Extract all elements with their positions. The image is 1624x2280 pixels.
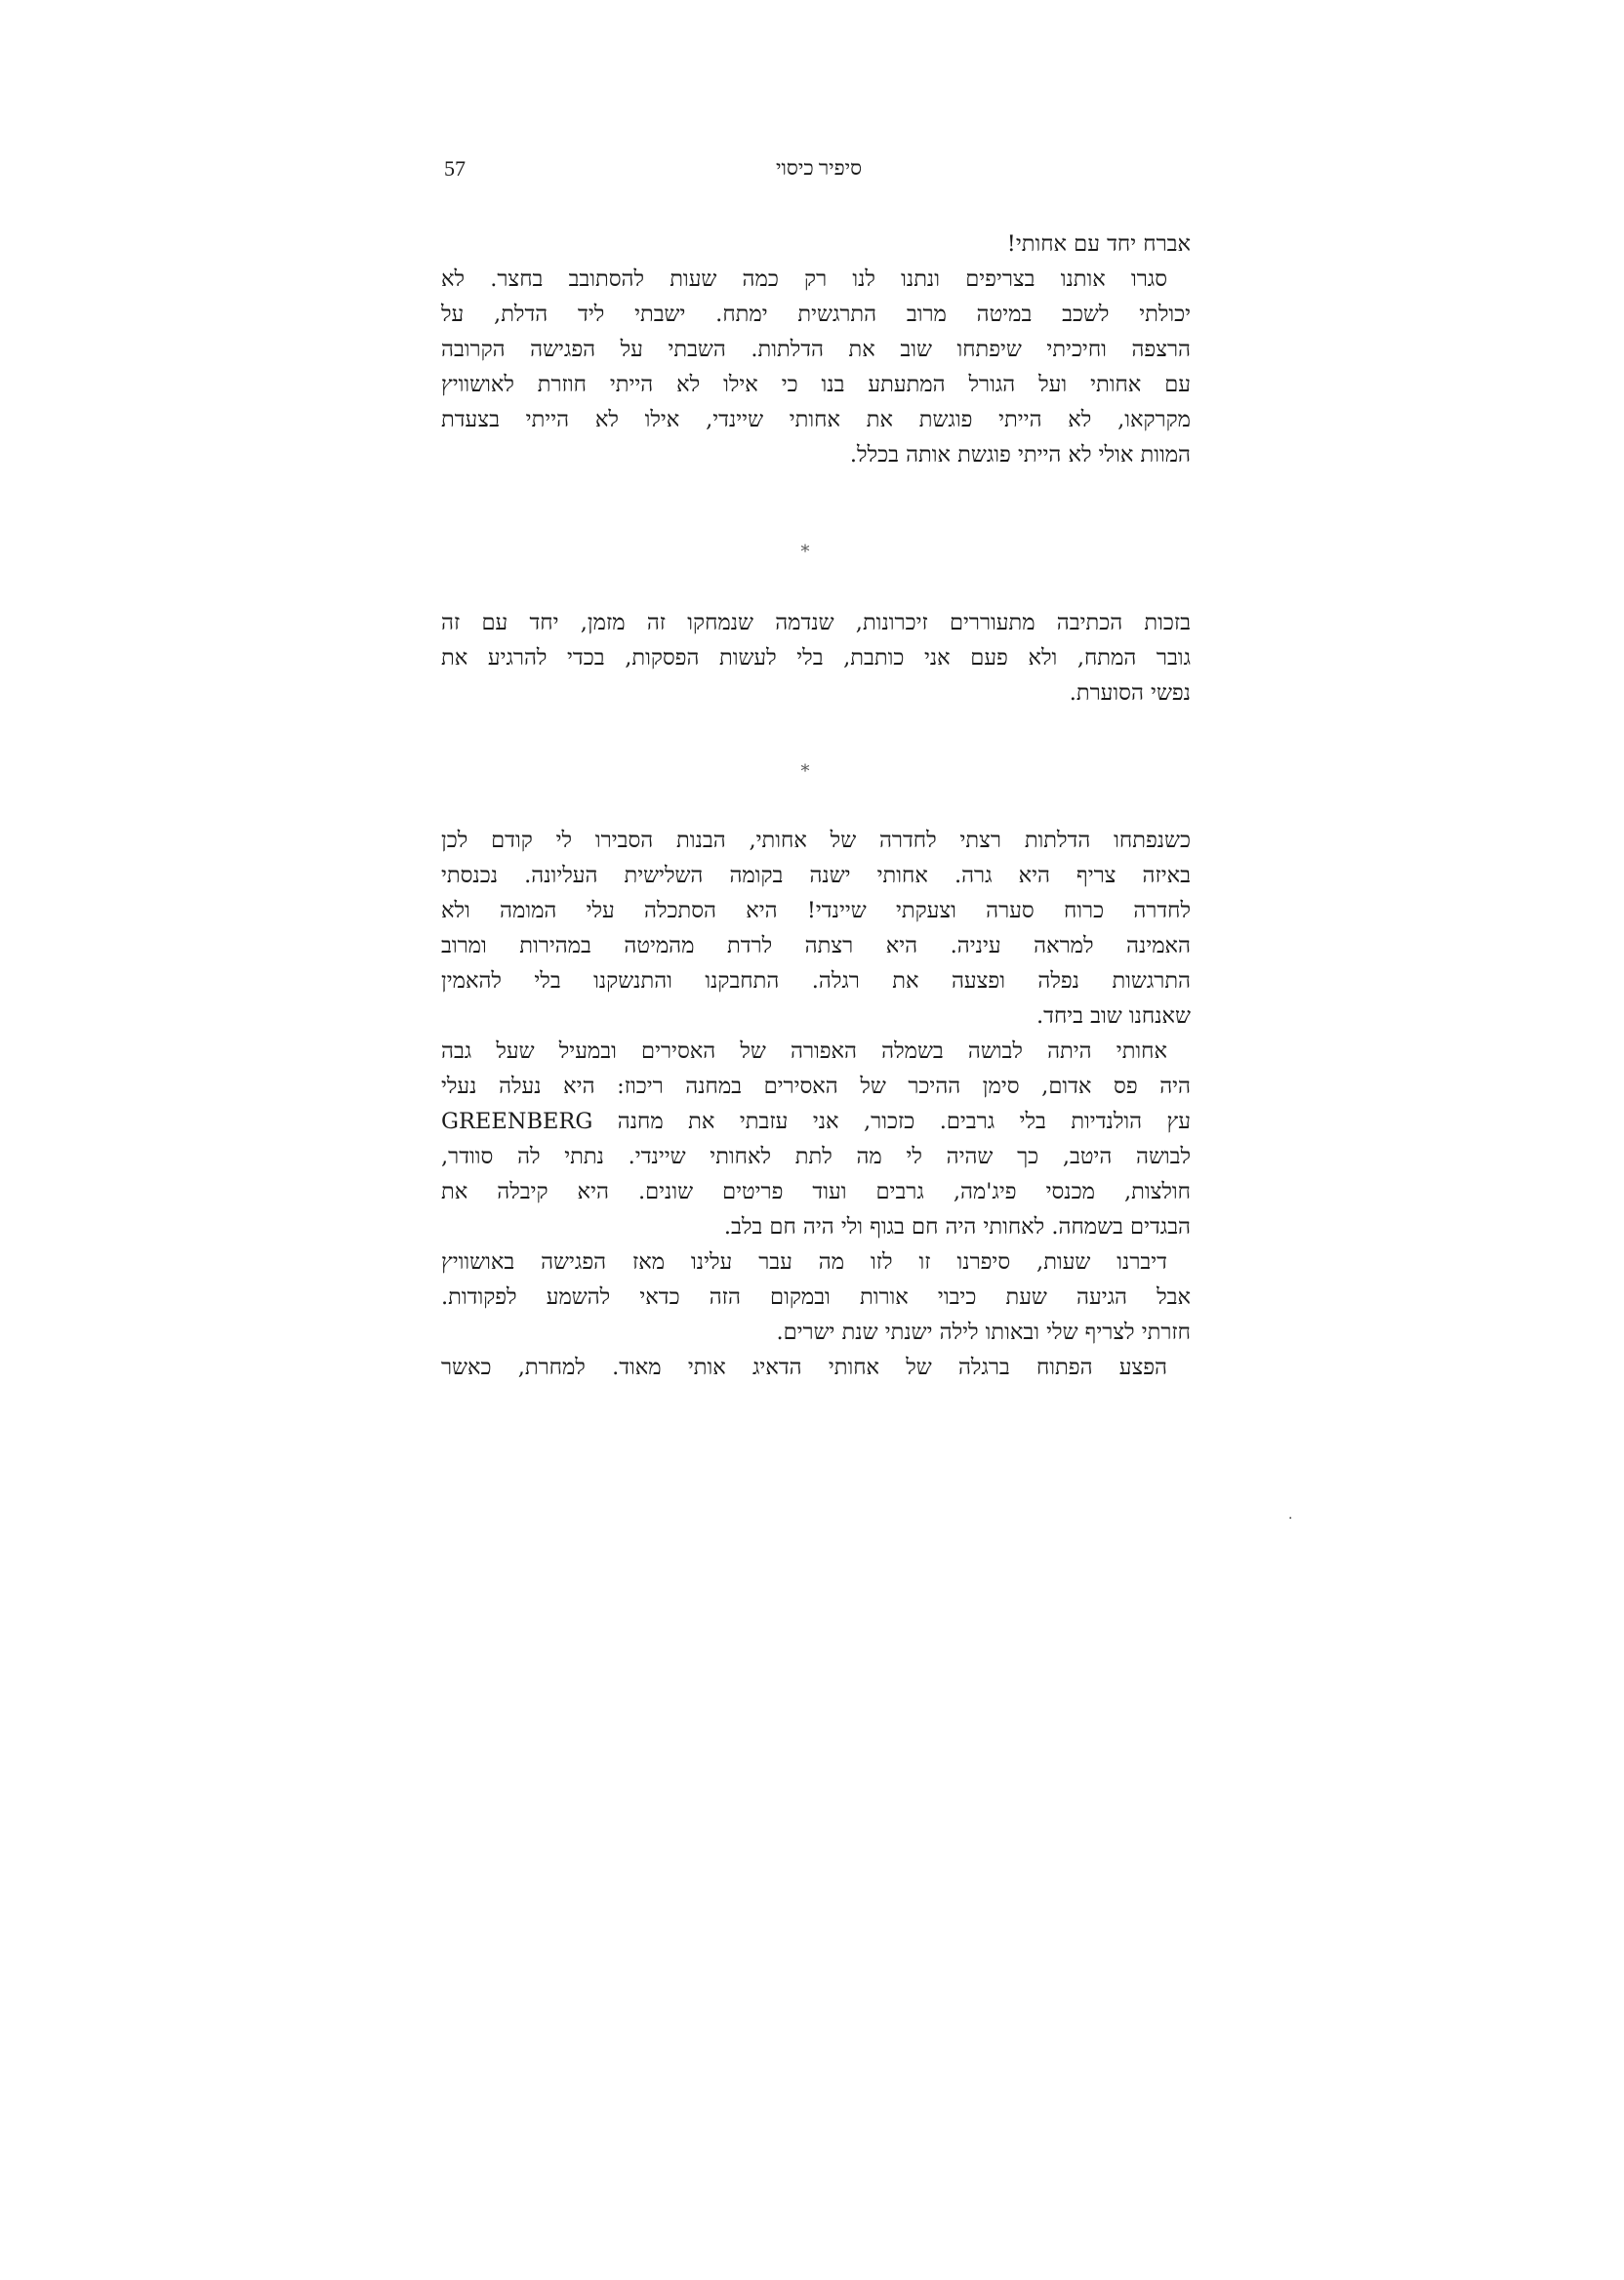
- text-line: הרצפה וחיכיתי שיפתחו שוב את הדלתות. השבתי על הפגישה הקרובה: [441, 337, 1191, 362]
- text-line: היה פס אדום, סימן ההיכר של האסירים במחנה ריכוז: היא נעלה נעלי: [441, 1074, 1191, 1099]
- text-line: אבל הגיעה שעת כיבוי אורות ובמקום הזה כדאי להשמע לפקודות.: [441, 1284, 1191, 1310]
- text-line: לבושה היטב, כך שהיה לי מה לתת לאחותי שיינדי. נתתי לה סוודר,: [441, 1144, 1191, 1169]
- text-line: אברח יחד עם אחותי!: [1006, 231, 1191, 257]
- paragraph-block-2: [441, 605, 1191, 711]
- section-separator: *: [800, 542, 810, 562]
- paragraph-block-3: [441, 823, 1191, 1385]
- text-line: יכולתי לשכב במיטה מרוב התרגשית ימתח. ישבתי ליד הדלת, על: [441, 302, 1191, 327]
- text-line: דיברנו שעות, סיפרנו זו לזו מה עבר עלינו מאז הפגישה באושוויץ: [441, 1249, 1167, 1275]
- section-separator: *: [800, 761, 810, 782]
- text-line: חולצות, מכנסי פיג'מה, גרבים ועוד פריטים שונים. היא קיבלה את: [441, 1179, 1191, 1204]
- text-line: נפשי הסוערת.: [1069, 680, 1191, 706]
- text-line: באיזה צריף היא גרה. אחותי ישנה בקומה השלישית העליונה. נכנסתי: [441, 863, 1191, 888]
- text-line: אחותי היתה לבושה בשמלה האפורה של האסירים ובמעיל שעל גבה: [441, 1038, 1167, 1064]
- page-header: [444, 156, 893, 195]
- text-line: התרגשות נפלה ופצעה את רגלה. התחבקנו והתנשקנו בלי להאמין: [441, 968, 1191, 994]
- text-line: שאנחנו שוב ביחד.: [1035, 1003, 1191, 1029]
- text-line: הבגדים בשמחה. לאחותי היה חם בגוף ולי היה חם בלב.: [723, 1214, 1191, 1240]
- text-line: מקרקאו, לא הייתי פוגשת את אחותי שיינדי, אילו לא הייתי בצעדת: [441, 407, 1191, 432]
- text-line: האמינה למראה עיניה. היא רצתה לרדת מהמיטה במהירות ומרוב: [441, 933, 1191, 958]
- page-number: 57: [444, 156, 466, 181]
- text-line: בזכות הכתיבה מתעוררים זיכרונות, שנדמה שנמחקו זה מזמן, יחד עם זה: [441, 610, 1191, 635]
- paragraph-block-1: [441, 226, 1191, 472]
- text-line: הפצע הפתוח ברגלה של אחותי הדאיג אותי מאוד. למחרת, כאשר: [441, 1355, 1167, 1380]
- text-line: עץ הולנדיות בלי גרבים. כזכור, אני עזבתי את מחנה GREENBERG: [441, 1109, 1191, 1134]
- text-line: סגרו אותנו בצריפים ונתנו לנו רק כמה שעות להסתובב בחצר. לא: [441, 266, 1167, 292]
- stray-mark: ·: [1288, 1511, 1293, 1527]
- running-title: סיפיר כיסוי: [776, 156, 863, 180]
- text-line: חזרתי לצריף שלי ובאותו לילה ישנתי שנת ישרים.: [776, 1320, 1191, 1345]
- text-line: כשנפתחו הדלתות רצתי לחדרה של אחותי, הבנות הסבירו לי קודם לכן: [441, 828, 1191, 853]
- text-line: המוות אולי לא הייתי פוגשת אותה בכלל.: [849, 442, 1191, 468]
- text-line: עם אחותי ועל הגורל המתעתע בנו כי אילו לא הייתי חוזרת לאושוויץ: [441, 372, 1191, 397]
- text-line: גובר המתח, ולא פעם אני כותבת, בלי לעשות הפסקות, בכדי להרגיע את: [441, 645, 1191, 671]
- text-line: לחדרה כרוח סערה וצעקתי שיינדי! היא הסתכלה עלי המומה ולא: [441, 898, 1191, 923]
